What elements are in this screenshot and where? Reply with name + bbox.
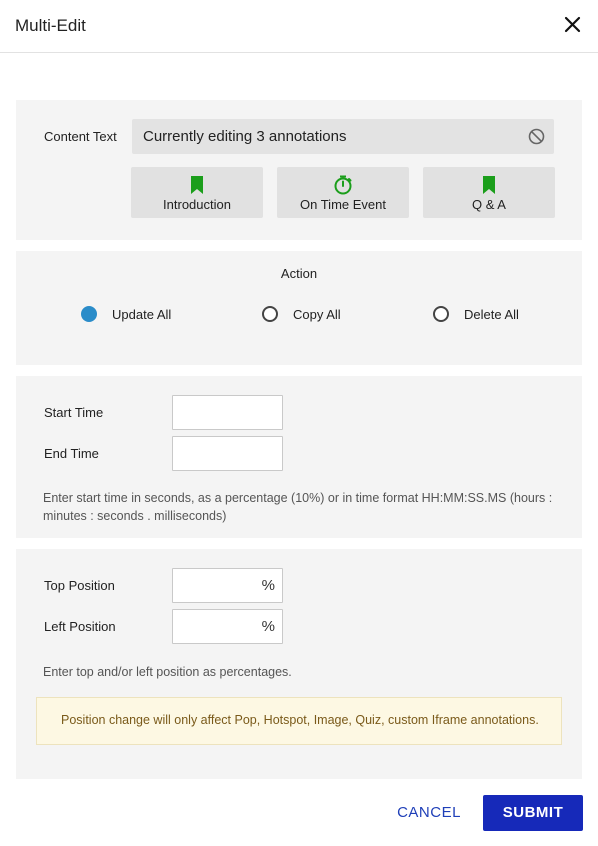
left-position-label: Left Position [44,619,116,634]
radio-unselected-indicator [433,306,449,322]
position-help-text: Enter top and/or left position as percentages. [43,665,292,679]
radio-label: Update All [112,307,172,322]
end-time-label: End Time [44,446,99,461]
type-button-q-and-a[interactable] [423,167,555,218]
bookmark-icon [187,175,207,195]
content-text-panel [16,100,582,240]
radio-selected-indicator [81,306,97,322]
type-button-introduction[interactable] [131,167,263,218]
content-text-value: Currently editing 3 annotations [143,128,347,145]
start-time-input[interactable] [172,395,283,430]
position-panel [16,549,582,779]
radio-unselected-indicator [262,306,278,322]
position-warning-alert [36,697,562,745]
timing-panel [16,376,582,538]
radio-delete-all[interactable] [433,306,543,324]
close-icon [560,12,586,38]
dialog-title: Multi-Edit [15,16,86,35]
type-button-label: On Time Event [300,197,386,212]
action-panel [16,251,582,365]
top-position-label: Top Position [44,578,115,593]
radio-label: Copy All [293,307,341,322]
left-position-input[interactable] [172,609,283,644]
percent-unit: % [261,618,275,635]
close-button[interactable] [560,12,586,38]
content-text-label: Content Text [44,129,117,144]
start-time-label: Start Time [44,405,104,420]
type-button-on-time-event[interactable] [277,167,409,218]
percent-unit: % [261,577,275,594]
clear-disabled-icon[interactable] [528,128,545,145]
radio-update-all[interactable] [81,306,191,324]
stopwatch-icon [333,175,353,195]
radio-copy-all[interactable] [262,306,362,324]
top-position-input[interactable] [172,568,283,603]
action-title: Action [280,266,318,281]
end-time-input[interactable] [172,436,283,471]
content-text-input[interactable] [132,119,554,154]
radio-label: Delete All [464,307,519,322]
timing-help-text: Enter start time in seconds, as a percentage (10%) or in time format HH:MM:SS.MS (hours : minutes : seconds . milliseconds) [43,491,553,523]
dialog-header [0,0,598,53]
bookmark-icon [479,175,499,195]
type-button-label: Q & A [472,197,506,212]
position-warning-text: Position change will only affect Pop, Hotspot, Image, Quiz, custom Iframe annotations. [61,713,539,727]
type-button-label: Introduction [163,197,231,212]
submit-button[interactable]: SUBMIT [483,795,583,831]
cancel-button[interactable]: CANCEL [397,804,461,821]
